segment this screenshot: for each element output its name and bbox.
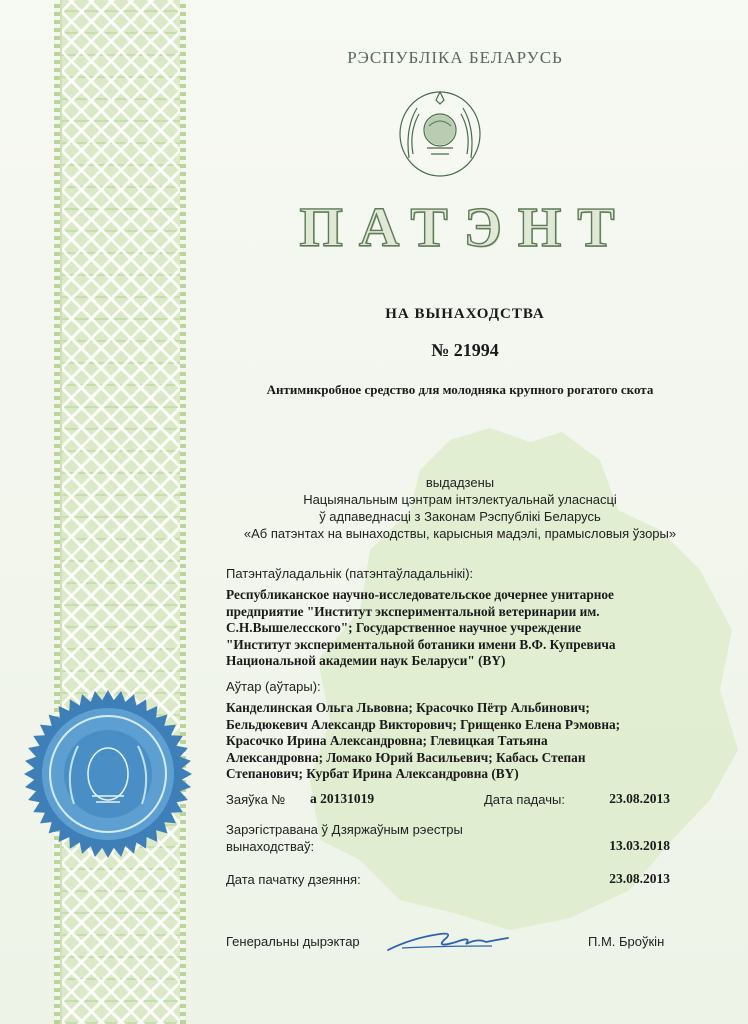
holder-line: Республиканское научно-исследовательское дочернее унитарное: [226, 587, 614, 602]
validity-date: 23.08.2013: [609, 871, 670, 886]
application-label: Заяўка №: [226, 792, 286, 807]
holder-line: С.Н.Вышелесского"; Государственное научное учреждение: [226, 620, 582, 635]
issued-line: Нацыянальным цэнтрам інтэлектуальнай уласнасці: [303, 492, 617, 507]
author-line: Бельдюкевич Александр Викторович; Грищенко Елена Рэмовна;: [226, 716, 621, 732]
author-line: Александровна; Ломако Юрий Васильевич; Кабась Степан: [226, 749, 586, 765]
application-number: а 20131019: [310, 791, 375, 806]
document-subtitle: НА ВЫНАХОДСТВА: [385, 306, 545, 322]
authors-label: Аўтар (аўтары):: [226, 679, 321, 694]
issued-line: «Аб патэнтах на вынаходствы, карысныя мадэлі, прамысловыя ўзоры»: [243, 526, 677, 541]
registration-label-2: вынаходстваў:: [226, 839, 315, 854]
signatory-name: П.М. Броўкін: [588, 934, 665, 949]
signature-icon: [382, 920, 512, 956]
issued-line: ў адпаведнасці з Законам Рэспублікі Беларусь: [319, 509, 601, 524]
hologram-seal-icon: [22, 688, 194, 860]
filing-date: 23.08.2013: [609, 791, 670, 806]
patent-number: № 21994: [431, 340, 499, 360]
authors-text: [226, 700, 670, 783]
validity-label: Дата пачатку дзеяння:: [226, 872, 361, 887]
holders-text: [226, 587, 670, 670]
issued-line: выдадзены: [425, 475, 495, 490]
author-line: Красочко Ирина Александровна; Глевицкая Татьяна: [226, 733, 548, 748]
holder-line: "Институт экспериментальной ботаники имени В.Ф. Купревича: [226, 636, 616, 652]
state-emblem-icon: [397, 88, 483, 178]
holder-line: предприятие "Институт экспериментальной ветеринарии им.: [226, 603, 600, 619]
registration-label-1: Зарэгістравана ў Дзяржаўным рэестры: [226, 822, 463, 837]
ornamental-band: [60, 0, 182, 1024]
document-title: ПАТЭНТ: [299, 197, 631, 259]
signatory-title: Генеральны дырэктар: [226, 934, 360, 949]
issued-by-block: [200, 474, 720, 542]
author-line: Канделинская Ольга Львовна; Красочко Пётр Альбинович;: [226, 700, 590, 715]
country-name: РЭСПУБЛІКА БЕЛАРУСЬ: [347, 48, 563, 67]
ornament-border-right: [180, 0, 186, 1024]
holders-label: Патэнтаўладальнік (патэнтаўладальнікі):: [226, 566, 474, 581]
invention-title: Антимикробное средство для молодняка крупного рогатого скота: [266, 382, 654, 397]
registration-date: 13.03.2018: [609, 838, 670, 853]
holder-line: Национальной академии наук Беларуси" (BY): [226, 653, 506, 668]
author-line: Степанович; Курбат Ирина Александровна (BY): [226, 766, 519, 781]
filing-date-label: Дата падачы:: [484, 792, 565, 807]
